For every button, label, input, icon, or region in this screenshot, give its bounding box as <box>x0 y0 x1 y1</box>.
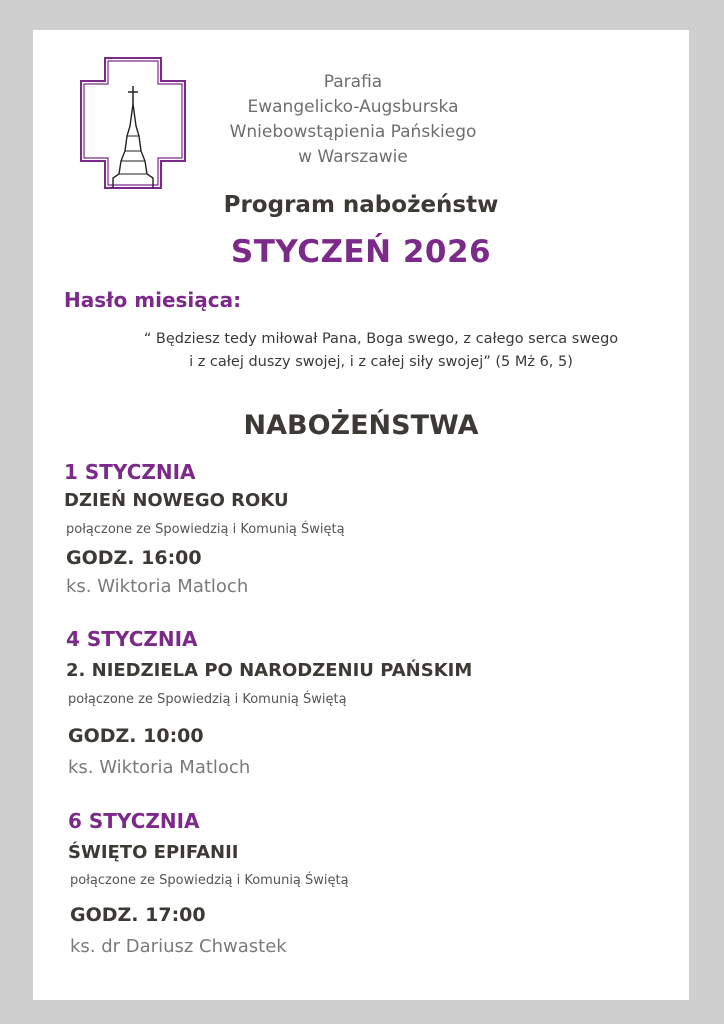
service-priest: ks. dr Dariusz Chwastek <box>70 936 287 957</box>
motto-line: i z całej duszy swojej, i z całej siły swojej” (5 Mż 6, 5) <box>189 354 573 370</box>
service-date: 4 STYCZNIA <box>66 627 198 651</box>
service-time: GODZ. 16:00 <box>66 547 202 569</box>
service-name: DZIEŃ NOWEGO ROKU <box>64 490 289 511</box>
month-title: STYCZEŃ 2026 <box>230 234 492 270</box>
program-title: Program nabożeństw <box>223 192 499 218</box>
motto-quote <box>73 328 689 374</box>
service-name: ŚWIĘTO EPIFANII <box>68 842 239 863</box>
parish-line: Parafia <box>323 72 383 92</box>
service-date: 6 STYCZNIA <box>68 809 200 833</box>
parish-line: Wniebowstąpienia Pańskiego <box>229 122 477 142</box>
poster-sheet <box>33 30 689 1000</box>
service-date: 1 STYCZNIA <box>64 460 196 484</box>
church-cross-icon <box>79 56 189 191</box>
motto-label: Hasło miesiąca: <box>64 288 242 312</box>
service-note: połączone ze Spowiedzią i Komunią Świętą <box>66 522 345 537</box>
parish-line: Ewangelicko-Augsburska <box>247 97 459 117</box>
service-time: GODZ. 17:00 <box>70 904 206 926</box>
service-priest: ks. Wiktoria Matloch <box>66 576 249 597</box>
service-priest: ks. Wiktoria Matloch <box>68 757 251 778</box>
service-note: połączone ze Spowiedzią i Komunią Świętą <box>70 873 349 888</box>
motto-line: “ Będziesz tedy miłował Pana, Boga swego, z całego serca swego <box>143 331 619 347</box>
parish-line: w Warszawie <box>298 147 408 167</box>
service-time: GODZ. 10:00 <box>68 725 204 747</box>
service-note: połączone ze Spowiedzią i Komunią Świętą <box>68 692 347 707</box>
parish-name <box>203 70 503 170</box>
service-name: 2. NIEDZIELA PO NARODZENIU PAŃSKIM <box>66 660 473 681</box>
services-heading: NABOŻEŃSTWA <box>243 410 479 441</box>
